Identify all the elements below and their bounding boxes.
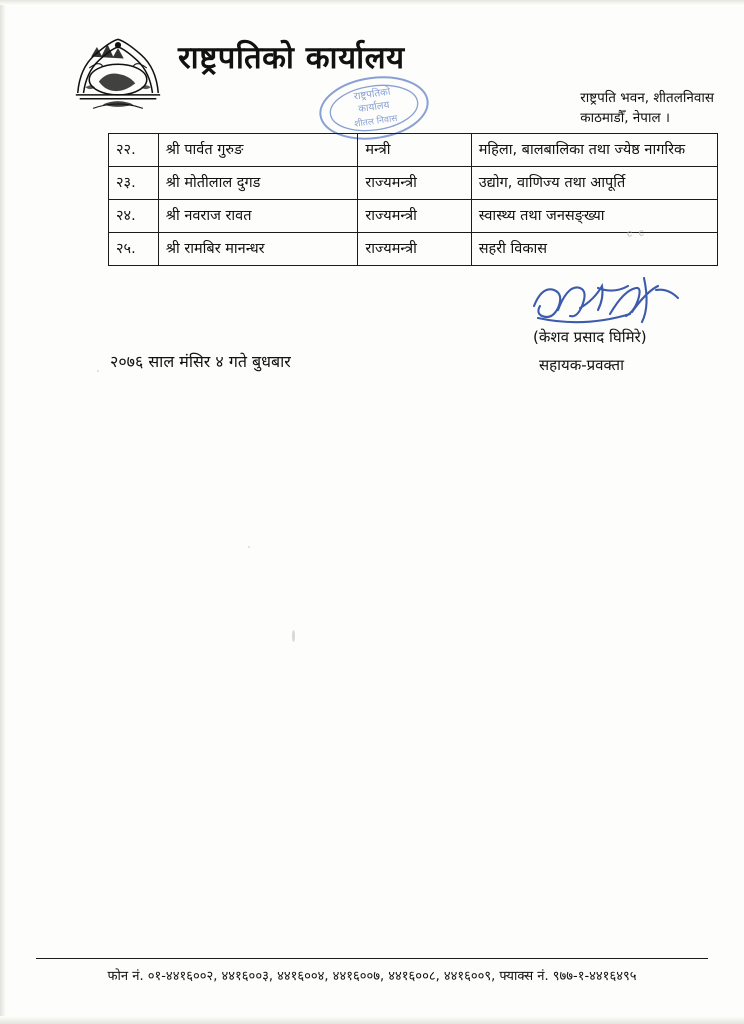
cell-name: श्री नवराज रावत (158, 200, 358, 233)
table-row (109, 233, 718, 266)
cell-post: राज्यमन्त्री (358, 200, 471, 233)
cell-post: मन्त्री (358, 134, 471, 167)
handwritten-signature (524, 272, 694, 330)
signer-name: (केशव प्रसाद घिमिरे) (533, 328, 647, 346)
table-row (109, 167, 718, 200)
scan-edge-bottom (0, 1016, 744, 1024)
cell-serial: २२. (109, 134, 159, 167)
cell-serial: २३. (109, 167, 159, 200)
office-seal-stamp (310, 68, 438, 140)
scan-edge-left (0, 0, 6, 1024)
cell-name: श्री रामबिर मानन्धर (158, 233, 358, 266)
page-title: राष्ट्रपतिको कार्यालय (178, 40, 405, 76)
table-body (109, 134, 718, 266)
svg-text:कार्यालय: कार्यालय (357, 99, 391, 116)
cell-ministry: स्वास्थ्य तथा जनसङ्ख्या (471, 200, 717, 233)
office-address (580, 88, 714, 129)
cell-ministry: महिला, बालबालिका तथा ज्येष्ठ नागरिक (471, 134, 717, 167)
nepal-emblem-icon (70, 24, 166, 116)
letterhead (0, 0, 744, 130)
table-row (109, 134, 718, 167)
scan-speck (292, 630, 295, 642)
svg-text:शीतल निवास: शीतल निवास (353, 113, 399, 130)
cell-name: श्री मोतीलाल दुगड (158, 167, 358, 200)
document-date: २०७६ साल मंसिर ४ गते बुधबार (110, 352, 291, 371)
cell-serial: २५. (109, 233, 159, 266)
footer-contact: फोन नं. ०१-४४१६००२, ४४१६००३, ४४१६००४, ४४१६००७, ४४१६००८, ४४१६००९, फ्याक्स नं. ९७७-१-४४१६४९५ (107, 969, 637, 984)
address-line-2: काठमाडौँ, नेपाल । (580, 110, 671, 127)
address-line-1: राष्ट्रपति भवन, शीतलनिवास (580, 90, 714, 106)
pencil-annotation: ᴄ ᴄ (626, 227, 647, 240)
table-row (109, 200, 718, 233)
cell-ministry: सहरी विकास (471, 233, 717, 266)
svg-text:राष्ट्रपतिको: राष्ट्रपतिको (353, 86, 392, 103)
footer-divider (36, 958, 708, 959)
cell-serial: २४. (109, 200, 159, 233)
scan-speck (248, 546, 250, 548)
cell-post: राज्यमन्त्री (358, 233, 471, 266)
scan-speck (97, 370, 99, 372)
signer-role: सहायक-प्रवक्ता (539, 356, 624, 374)
cell-ministry: उद्योग, वाणिज्य तथा आपूर्ति (471, 167, 717, 200)
ministers-table (108, 133, 718, 266)
cell-post: राज्यमन्त्री (358, 167, 471, 200)
cell-name: श्री पार्वत गुरुङ (158, 134, 358, 167)
